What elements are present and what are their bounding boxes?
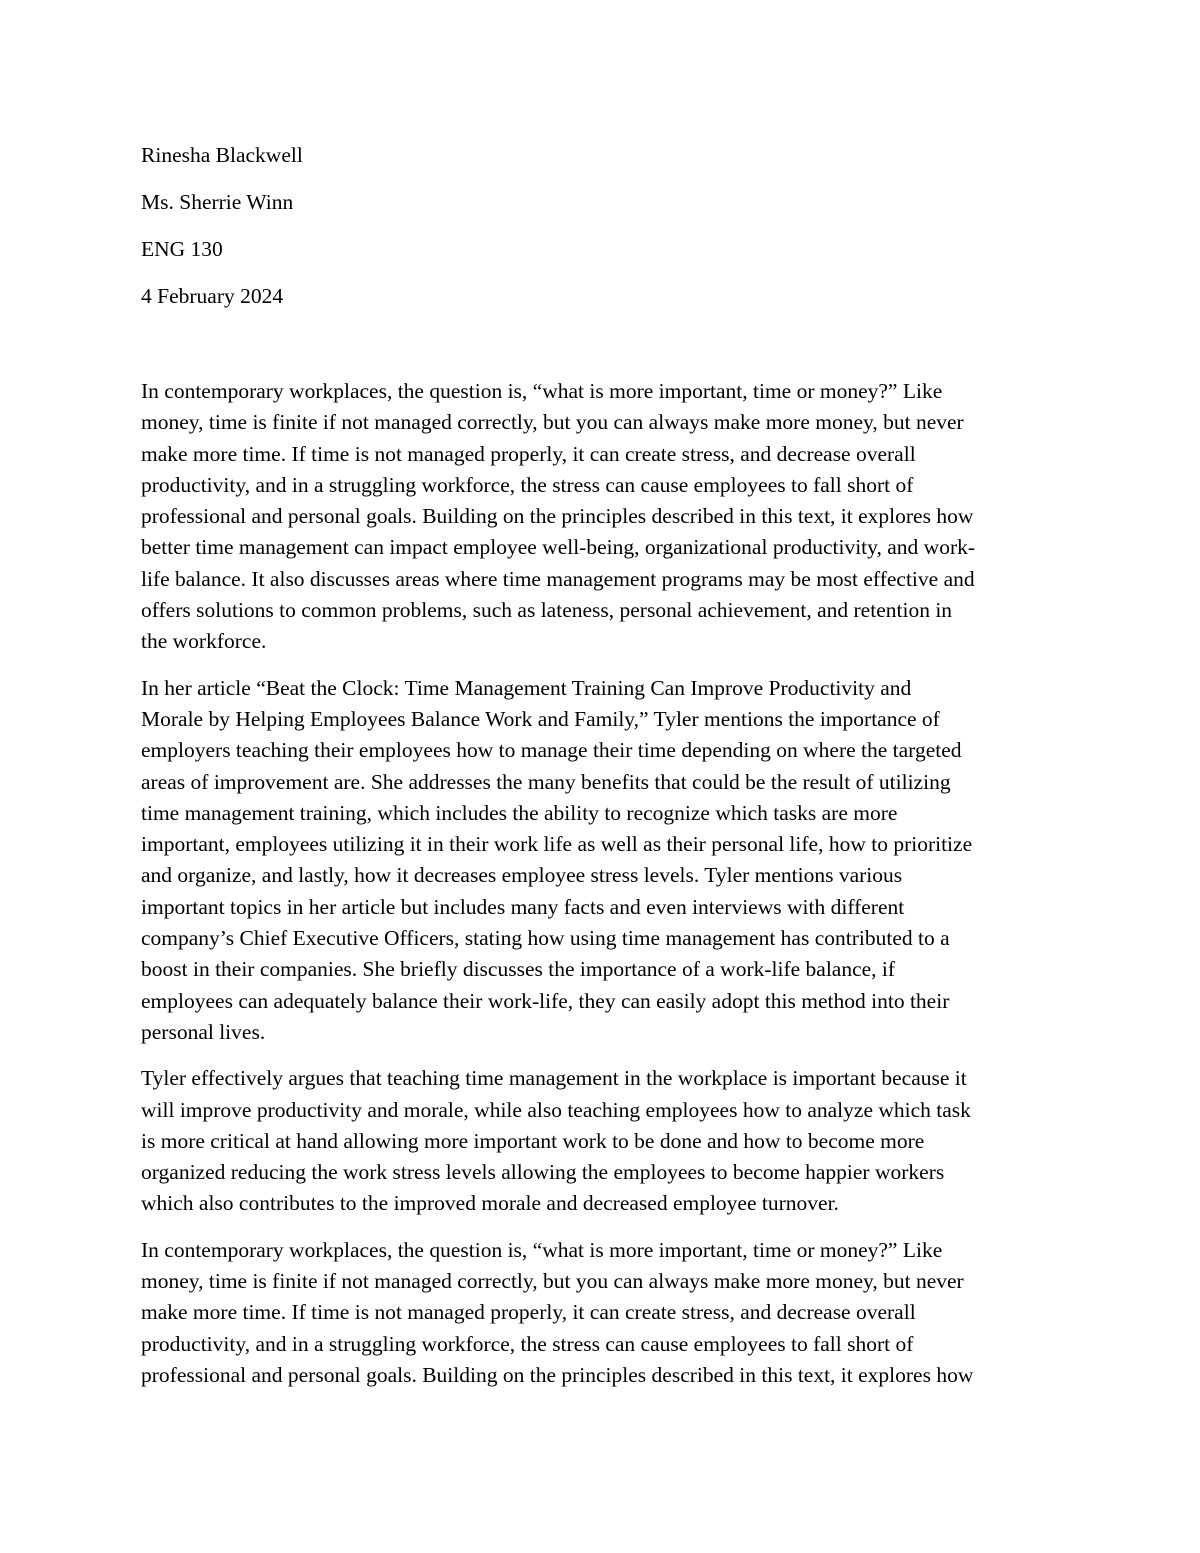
text-line: In contemporary workplaces, the question is, “what is more important, time or money?” Like [141, 1237, 943, 1262]
text-line: areas of improvement are. She addresses the many benefits that could be the result of utilizing [141, 769, 951, 794]
text-line: make more time. If time is not managed properly, it can create stress, and decrease overall [141, 441, 916, 466]
text-line: company’s Chief Executive Officers, stating how using time management has contributed to a [141, 926, 950, 951]
text-line: productivity, and in a struggling workforce, the stress can cause employees to fall short of [141, 472, 914, 497]
text-line: In contemporary workplaces, the question is, “what is more important, time or money?” Like [141, 379, 943, 403]
text-line: Tyler effectively argues that teaching time management in the workplace is important because it [141, 1066, 967, 1091]
text-line: better time management can impact employee well-being, organizational productivity, and work- [141, 535, 976, 560]
text-line: employees can adequately balance their work-life, they can easily adopt this method into their [141, 988, 950, 1013]
text-line: personal lives. [141, 1019, 266, 1044]
text-line: employers teaching their employees how to manage their time depending on where the targeted [141, 738, 962, 763]
text-line: make more time. If time is not managed properly, it can create stress, and decrease overall [141, 1300, 916, 1325]
text-line: and organize, and lastly, how it decreases employee stress levels. Tyler mentions various [141, 863, 903, 888]
text-line: professional and personal goals. Building on the principles described in this text, it explores how [141, 504, 974, 529]
text-line: productivity, and in a struggling workforce, the stress can cause employees to fall short of [141, 1331, 914, 1356]
text-line: money, time is finite if not managed correctly, but you can always make more money, but never [141, 410, 964, 435]
text-line: organized reducing the work stress levels allowing the employees to become happier workers [141, 1160, 945, 1185]
text-line: In her article “Beat the Clock: Time Management Training Can Improve Productivity and [141, 675, 912, 700]
text-line: life balance. It also discusses areas where time management programs may be most effective and [141, 566, 975, 591]
text-line: is more critical at hand allowing more important work to be done and how to become more [141, 1128, 925, 1153]
document-date: 4 February 2024 [141, 284, 284, 308]
text-line: Morale by Helping Employees Balance Work and Family,” Tyler mentions the importance of [141, 706, 940, 731]
text-line: will improve productivity and morale, while also teaching employees how to analyze which task [141, 1097, 971, 1122]
text-line: important, employees utilizing it in their work life as well as their personal life, how to prioritize [141, 832, 973, 857]
text-line: important topics in her article but includes many facts and even interviews with different [141, 894, 905, 919]
paragraph-4 [141, 1235, 1061, 1391]
paragraph-3 [141, 1063, 1061, 1219]
mla-heading [141, 140, 1061, 328]
course-name: ENG 130 [141, 237, 223, 261]
text-line: time management training, which includes the ability to recognize which tasks are more [141, 800, 898, 825]
student-name: Rinesha Blackwell [141, 143, 303, 167]
text-line: offers solutions to common problems, such as lateness, personal achievement, and retention in [141, 598, 953, 623]
paragraph-2 [141, 673, 1061, 1049]
text-line: money, time is finite if not managed correctly, but you can always make more money, but never [141, 1269, 964, 1294]
text-line: the workforce. [141, 629, 267, 654]
instructor-name: Ms. Sherrie Winn [141, 190, 294, 214]
document-body [141, 376, 1061, 1406]
text-line: which also contributes to the improved morale and decreased employee turnover. [141, 1191, 839, 1216]
text-line: boost in their companies. She briefly discusses the importance of a work-life balance, if [141, 957, 896, 982]
paragraph-1 [141, 376, 1061, 658]
text-line: professional and personal goals. Building on the principles described in this text, it explores how [141, 1362, 974, 1387]
